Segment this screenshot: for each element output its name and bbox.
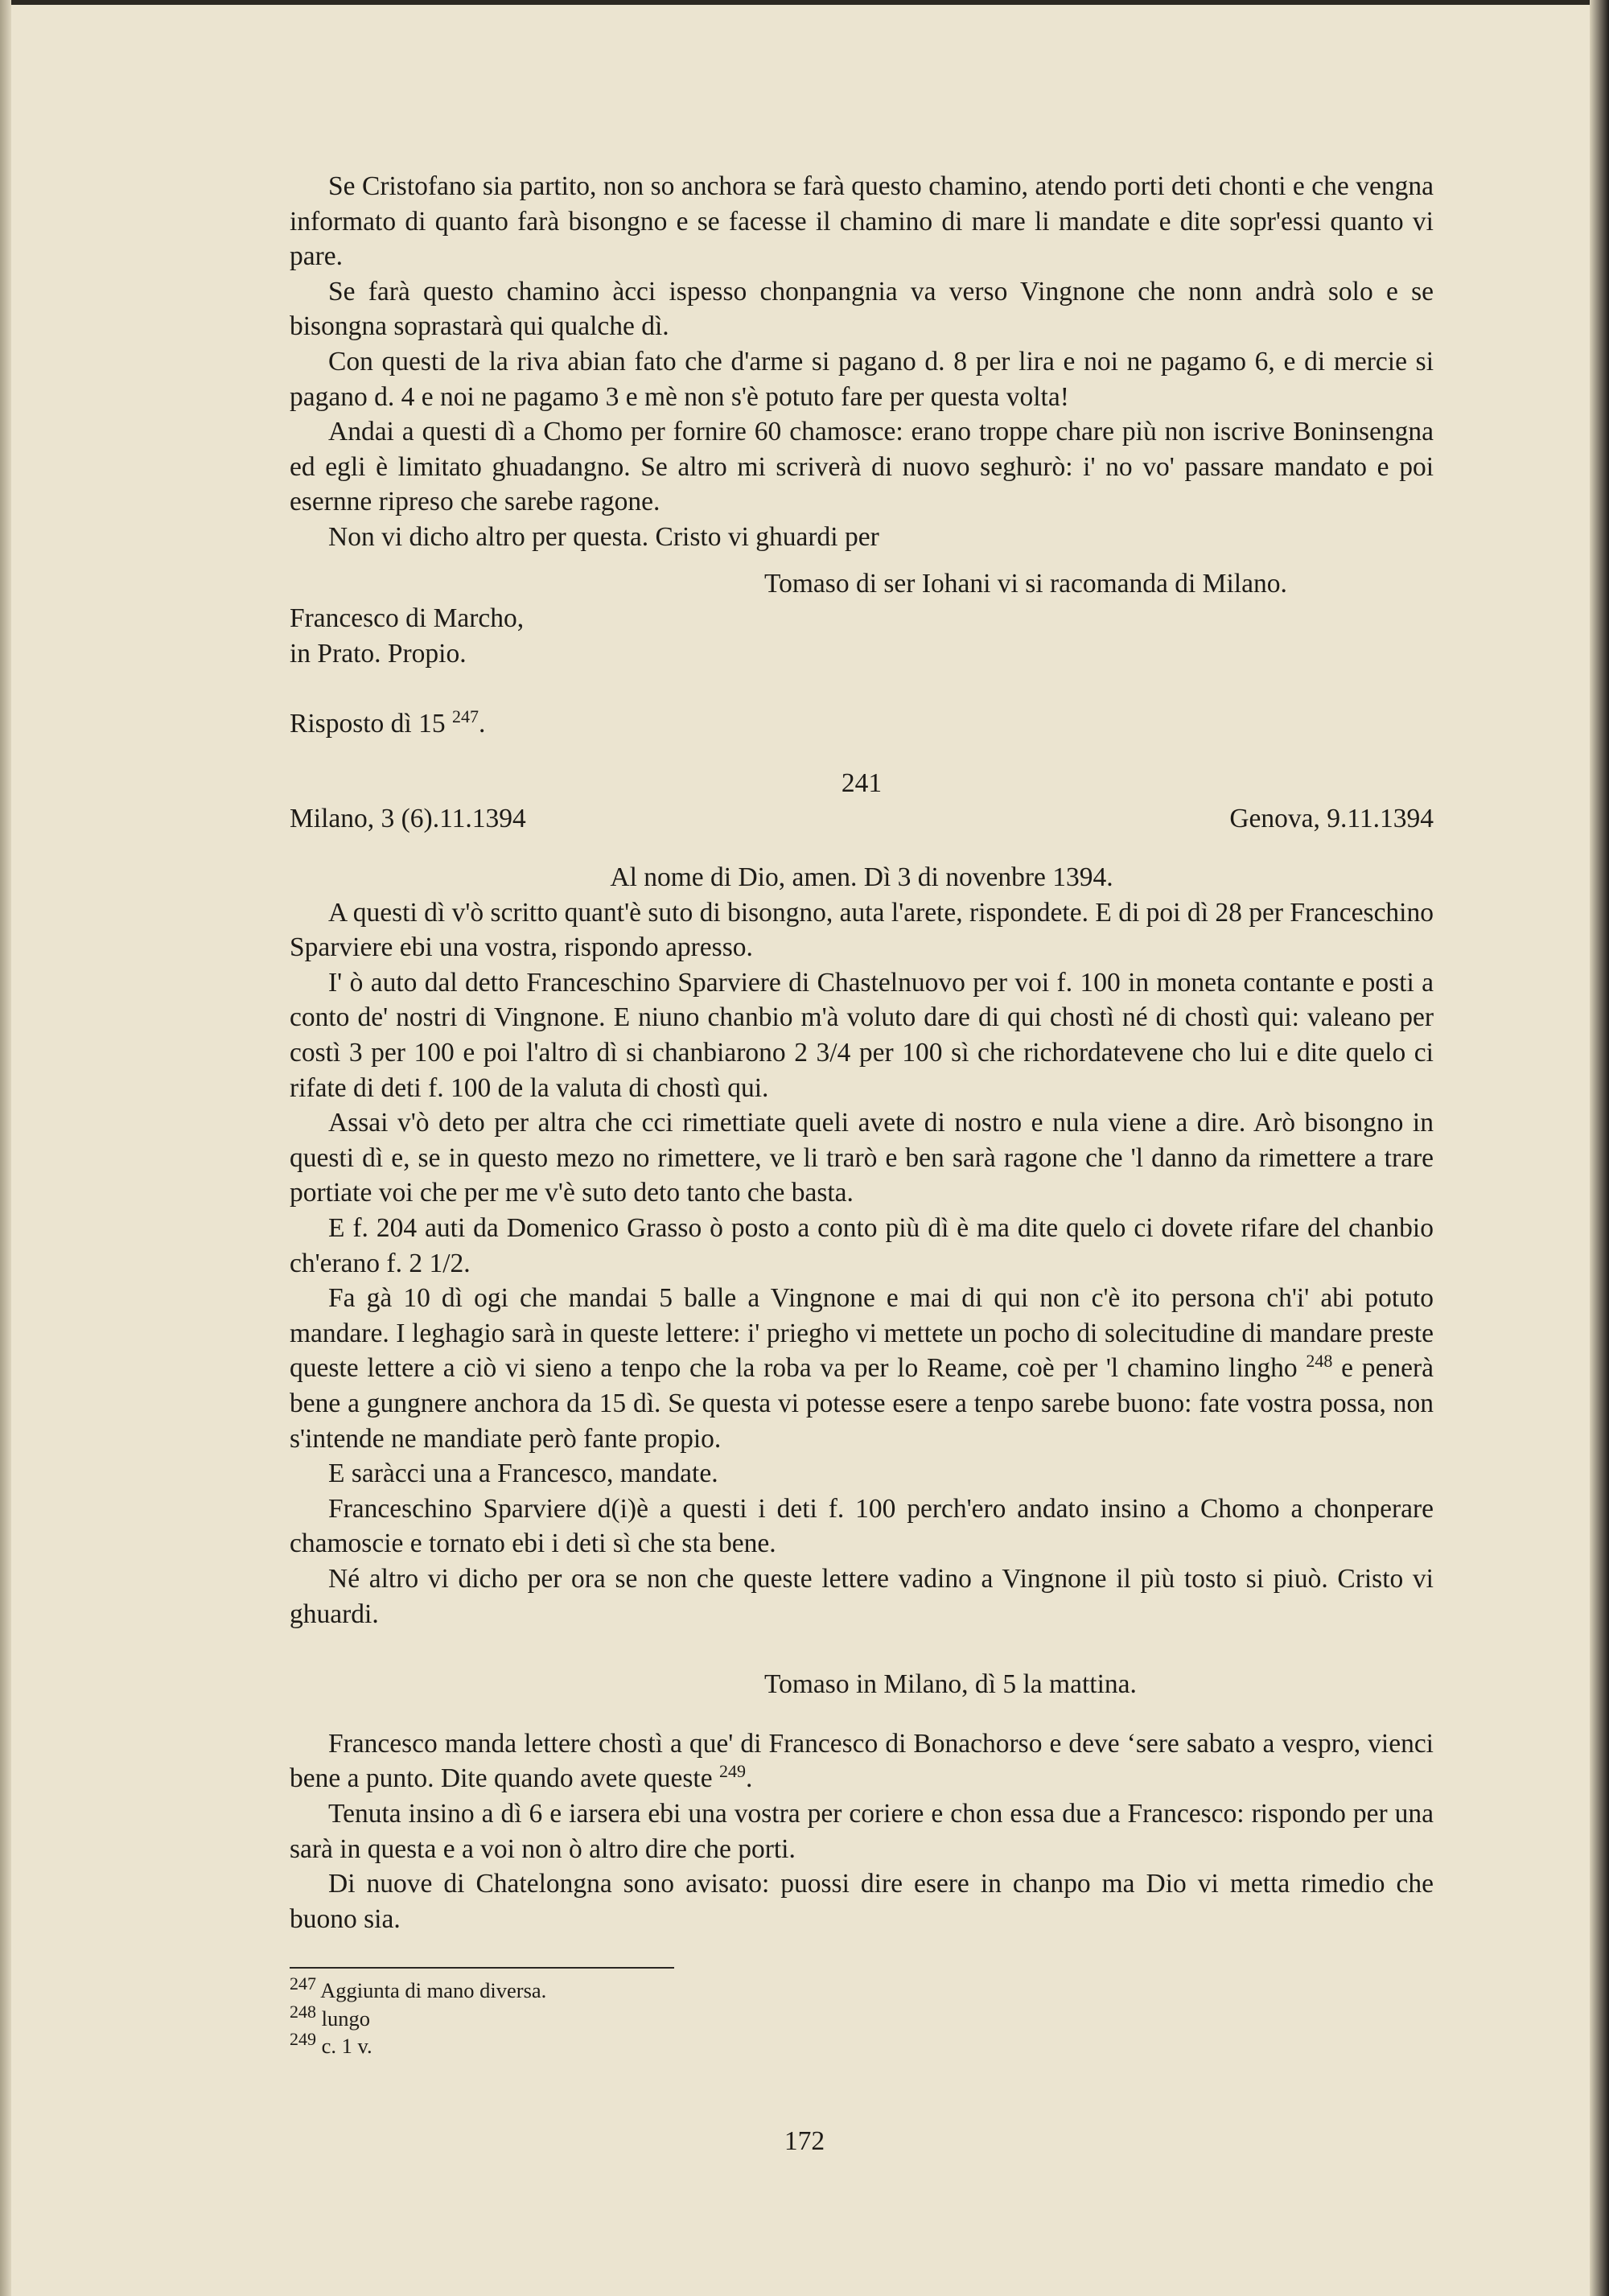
letter-241-paragraph: E f. 204 auti da Domenico Grasso ò posto a conto più dì è ma dite quelo ci dovete rifare del chanbio ch'erano f. 2 1/2.	[290, 1213, 1434, 1278]
letter-241-paragraph: Né altro vi dicho per ora se non che queste lettere vadino a Vingnone il più tosto si piuò. Cristo vi ghuardi.	[290, 1563, 1434, 1629]
footnote-number: 247	[290, 1973, 316, 1994]
footnote	[290, 2001, 1434, 2033]
letter-241-paragraph: Franceschino Sparviere d(i)è a questi i deti f. 100 perch'ero andato insino a Chomo a chonperare chamoscie e tornato ebi i deti sì che sta bene.	[290, 1493, 1434, 1559]
book-page-edge	[1590, 0, 1609, 2296]
footnote-number: 249	[290, 2029, 316, 2050]
letter-240-address-line1: Francesco di Marcho,	[290, 603, 525, 634]
footnote-text: lungo	[321, 2006, 370, 2031]
letter-241-paragraph: Assai v'ò deto per altra che cci rimettiate queli avete di nostro e nula viene a dire. Arò bisongno in questi dì e, se in questo mezo no rimettere, ve li trarò e ben sarà ragone che 'l danno da rimettere a trare portiate voi che per me v'è suto deto tanto che basta.	[290, 1108, 1434, 1208]
text-segment: e penerà bene a gungnere anchora da 15 dì. Se questa vi potesse esere a tenpo sarebe buono: fate vostra possa, non s'intende ne mandiate però fante propio.	[290, 1353, 1434, 1454]
book-top-edge	[0, 0, 1609, 5]
footnote-ref-249: 249	[718, 1761, 746, 1782]
footnote-divider	[290, 1967, 674, 1969]
page-number: 172	[784, 2126, 825, 2156]
letter-241-paragraph: Tenuta insino a dì 6 e iarsera ebi una vostra per coriere e chon essa due a Francesco: rispondo per una sarà in questa e a voi non ò altro dire che porti.	[290, 1798, 1434, 1864]
letter-240-signature: Tomaso di ser Iohani vi si racomanda di Milano.	[764, 568, 1287, 599]
letter-destination: Genova, 9.11.1394	[1229, 803, 1434, 833]
letter-241-signature: Tomaso in Milano, dì 5 la mattina.	[764, 1669, 1137, 1700]
letter-241-paragraph: A questi dì v'ò scritto quant'è suto di bisongno, auta l'arete, rispondete. E di poi dì 28 per Franceschino Sparviere ebi una vostra, rispondo apresso.	[290, 897, 1434, 963]
letter-number: 241	[841, 767, 883, 798]
footnote	[290, 1973, 1434, 2005]
footnote-text: Aggiunta di mano diversa.	[320, 1978, 547, 2003]
letter-241-paragraph: I' ò auto dal detto Franceschino Sparviere di Chastelnuovo per voi f. 100 in moneta contante e posti a conto de' nostri di Vingnone. E niuno chanbio m'à voluto dare di qui chostì né di chostì qui: valeano per costì 3 per 100 e poi l'altro dì si chanbiarono 2 3/4 per 100 sì che richordatevene cho lui e dite quelo ci rifate di deti f. 100 de la valuta di chostì qui.	[290, 967, 1434, 1103]
page-body	[290, 169, 1434, 2060]
letter-241-salutation: Al nome di Dio, amen. Dì 3 di novenbre 1394.	[610, 862, 1113, 893]
letter-241-paragraph-reame	[290, 1281, 1434, 1456]
reply-text: Risposto dì 15	[290, 709, 452, 739]
footnote-text: c. 1 v.	[321, 2034, 372, 2059]
letter-240-paragraph: Se farà questo chamino àcci ispesso chonpangnia va verso Vingnone che nonn andrà solo e se bisongna soprastarà qui qualche dì.	[290, 276, 1434, 342]
letter-241-paragraph: E saràcci una a Francesco, mandate.	[328, 1459, 718, 1489]
text-segment: .	[745, 1763, 753, 1794]
letter-origin: Milano, 3 (6).11.1394	[290, 803, 526, 833]
letter-241-postscript	[290, 1726, 1434, 1796]
footnote	[290, 2029, 1434, 2060]
letter-240-paragraph: Con questi de la riva abian fato che d'arme si pagano d. 8 per lira e noi ne pagamo 6, e di mercie si pagano d. 4 e noi ne pagamo 3 e mè non s'è potuto fare per questa volta!	[290, 346, 1434, 412]
book-gutter	[0, 0, 11, 2296]
text-segment: Francesco manda lettere chostì a que' di Francesco di Bonachorso e deve ‘sere sabato a vespro, vienci bene a punto. Dite quando avete queste	[290, 1728, 1434, 1794]
letter-240-paragraph: Se Cristofano sia partito, non so anchora se farà questo chamino, atendo porti deti chonti e che vengna informato di quanto farà bisongno e se facesse il chamino di mare li mandate e dite sopr'essi quanto vi pare.	[290, 171, 1434, 272]
text-segment: Fa gà 10 dì ogi che mandai 5 balle a Vingnone e mai di qui non c'è ito persona ch'i' abi potuto mandare. I leghagio sarà in queste lettere: i' priegho vi mettete un pocho di solecitudine di mandare preste queste lettere a ciò vi sieno a tenpo che la roba va per lo Reame, coè per 'l chamino lingho	[290, 1283, 1434, 1384]
letter-241-header	[290, 801, 1434, 837]
reply-end: .	[478, 709, 486, 739]
letter-241-paragraph: Di nuove di Chatelongna sono avisato: puossi dire esere in chanpo ma Dio vi metta rimedio che buono sia.	[290, 1869, 1434, 1934]
letter-240-address-line2: in Prato. Propio.	[290, 638, 467, 669]
letter-240-reply-note	[290, 706, 1434, 742]
footnote-ref-247: 247	[451, 706, 479, 727]
letter-240-closing: Non vi dicho altro per questa. Cristo vi ghuardi per	[328, 521, 879, 552]
letter-240-paragraph: Andai a questi dì a Chomo per fornire 60 chamosce: erano troppe chare più non iscrive Boninsengna ed egli è limitato ghuadangno. Se altro mi scriverà di nuovo seghurò: i' no vo' passare mandato e poi esernne ripreso che sarebe ragone.	[290, 417, 1434, 517]
footnote-number: 248	[290, 2001, 316, 2022]
footnote-ref-248: 248	[1306, 1351, 1333, 1372]
